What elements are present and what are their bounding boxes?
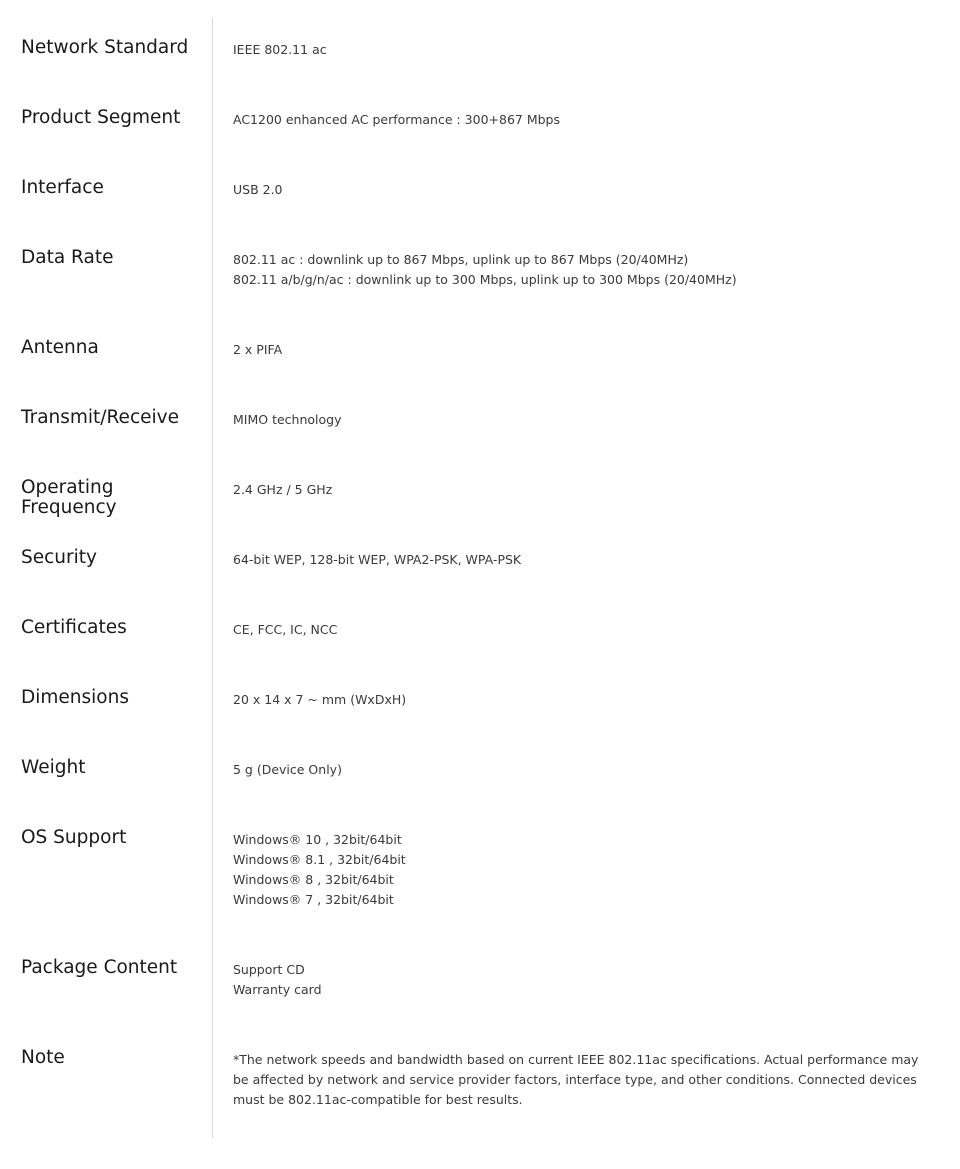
- spec-label: Transmit/Receive: [21, 407, 179, 428]
- spec-value-line: 5 g (Device Only): [233, 762, 342, 777]
- spec-label: Network Standard: [21, 37, 189, 58]
- spec-value: [233, 480, 928, 500]
- spec-value: [233, 410, 928, 430]
- spec-value: [233, 690, 928, 710]
- spec-value-line: Windows® 8 , 32bit/64bit: [233, 872, 394, 887]
- spec-label: OS Support: [21, 827, 127, 848]
- spec-label: Security: [21, 547, 97, 568]
- spec-value-line: Windows® 7 , 32bit/64bit: [233, 892, 394, 907]
- spec-value-line: USB 2.0: [233, 182, 283, 197]
- spec-label: Weight: [21, 757, 86, 778]
- spec-value-line: Support CD: [233, 962, 305, 977]
- spec-label: Operating Frequency: [21, 477, 117, 518]
- spec-value: [233, 250, 928, 290]
- spec-value-note-text: *The network speeds and bandwidth based on current IEEE 802.11ac specifications. Actual performance may be affected by network and service provider factors, interface type, and other conditions. Connected devices must be 802.11ac-compatible for best results.: [233, 1052, 919, 1107]
- spec-value-line: 2 x PIFA: [233, 342, 283, 357]
- spec-value-line: IEEE 802.11 ac: [233, 42, 327, 57]
- spec-label: Product Segment: [21, 107, 181, 128]
- spec-value-line: 64-bit WEP, 128-bit WEP, WPA2-PSK, WPA-PSK: [233, 552, 522, 567]
- spec-label: Certificates: [21, 617, 127, 638]
- spec-label: Note: [21, 1047, 65, 1068]
- spec-value: [233, 180, 928, 200]
- spec-label: Interface: [21, 177, 104, 198]
- spec-value-line: Windows® 8.1 , 32bit/64bit: [233, 852, 406, 867]
- spec-value: [233, 960, 928, 1000]
- spec-value: [233, 830, 928, 910]
- spec-value-line: AC1200 enhanced AC performance : 300+867 Mbps: [233, 112, 561, 127]
- spec-value-line: Windows® 10 , 32bit/64bit: [233, 832, 402, 847]
- spec-value: [233, 340, 928, 360]
- column-divider: [212, 18, 213, 1138]
- spec-value-line: 802.11 ac : downlink up to 867 Mbps, uplink up to 867 Mbps (20/40MHz): [233, 252, 689, 267]
- spec-value: [233, 1050, 928, 1110]
- spec-value: [233, 760, 928, 780]
- spec-value-line: CE, FCC, IC, NCC: [233, 622, 338, 637]
- spec-value-line: 20 x 14 x 7 ~ mm (WxDxH): [233, 692, 407, 707]
- spec-value: [233, 550, 928, 570]
- spec-value-line: Warranty card: [233, 982, 322, 997]
- spec-value-line: 802.11 a/b/g/n/ac : downlink up to 300 Mbps, uplink up to 300 Mbps (20/40MHz): [233, 272, 737, 287]
- spec-value: [233, 620, 928, 640]
- spec-value: [233, 110, 928, 130]
- spec-value: [233, 40, 928, 60]
- spec-value-line: 2.4 GHz / 5 GHz: [233, 482, 333, 497]
- spec-label: Antenna: [21, 337, 99, 358]
- spec-label: Dimensions: [21, 687, 129, 708]
- spec-label: Package Content: [21, 957, 178, 978]
- spec-label: Data Rate: [21, 247, 114, 268]
- spec-value-line: MIMO technology: [233, 412, 342, 427]
